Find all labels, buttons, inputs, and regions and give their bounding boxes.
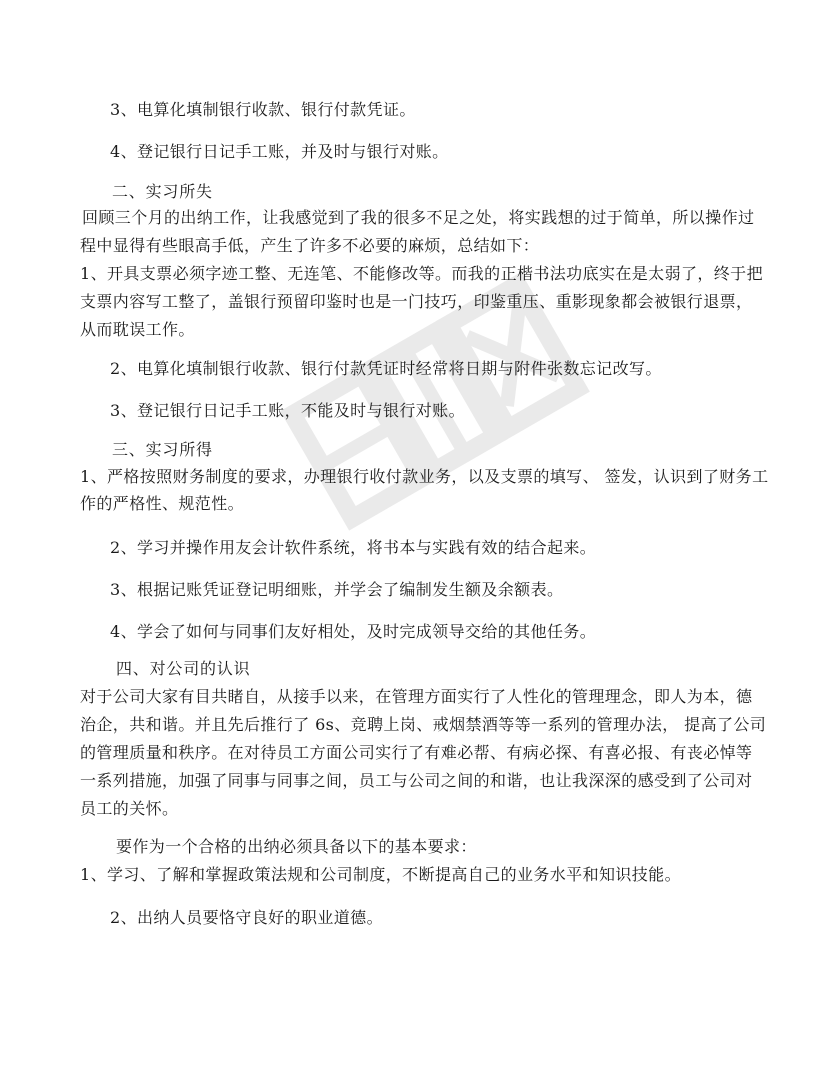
- text-line: 1、开具支票必须字迹工整、无连笔、不能修改等。而我的正楷书法功底实在是太弱了，终于把: [80, 264, 763, 283]
- text-line: 2、电算化填制银行收款、银行付款凭证时经常将日期与附件张数忘记改写。: [110, 359, 662, 378]
- text-line: 3、登记银行日记手工账，不能及时与银行对账。: [110, 401, 465, 420]
- text-line: 要作为一个合格的出纳必须具备以下的基本要求：: [116, 837, 477, 856]
- text-line: 1、学习、了解和掌握政策法规和公司制度，不断提高自己的业务水平和知识技能。: [80, 865, 681, 884]
- text-line: 4、学会了如何与同事们友好相处，及时完成领导交给的其他任务。: [110, 622, 597, 641]
- text-line: 回顾三个月的出纳工作，让我感觉到了我的很多不足之处，将实践想的过于简单，所以操作过: [82, 208, 755, 227]
- section-heading: 二、实习所失: [112, 182, 213, 201]
- text-line: 对于公司大家有目共睹自，从接手以来，在管理方面实行了人性化的管理理念，即人为本，德: [80, 687, 753, 706]
- text-line: 2、学习并操作用友会计软件系统，将书本与实践有效的结合起来。: [110, 538, 597, 557]
- text-line: 员工的关怀。: [80, 799, 179, 818]
- section-heading: 四、对公司的认识: [116, 659, 251, 678]
- text-line: 4、登记银行日记手工账，并及时与银行对账。: [110, 142, 449, 161]
- text-line: 作的严格性、规范性。: [80, 494, 245, 513]
- text-line: 支票内容写工整了，盖银行预留印鉴时也是一门技巧，印鉴重压、重影现象都会被银行退票，: [80, 292, 753, 311]
- text-line: 3、根据记账凭证登记明细账，并学会了编制发生额及余额表。: [110, 580, 564, 599]
- text-line: 治企，共和谐。并且先后推行了 6s、竞聘上岗、戒烟禁酒等等一系列的管理办法， 提高了公司: [80, 715, 767, 734]
- text-line: 的管理质量和秩序。在对待员工方面公司实行了有难必帮、有病必探、有喜必报、有丧必悼等: [80, 743, 753, 762]
- text-line: 3、电算化填制银行收款、银行付款凭证。: [110, 100, 416, 119]
- section-heading: 三、实习所得: [112, 440, 213, 459]
- text-line: 一系列措施，加强了同事与同事之间，员工与公司之间的和谐，也让我深深的感受到了公司对: [80, 771, 753, 790]
- text-line: 1、严格按照财务制度的要求，办理银行收付款业务，以及支票的填写、 签发，认识到了财务工: [80, 467, 769, 486]
- text-line: 从而耽误工作。: [80, 320, 195, 339]
- text-line: 程中显得有些眼高手低，产生了许多不必要的麻烦，总结如下：: [80, 236, 540, 255]
- text-line: 2、出纳人员要恪守良好的职业道德。: [110, 908, 383, 927]
